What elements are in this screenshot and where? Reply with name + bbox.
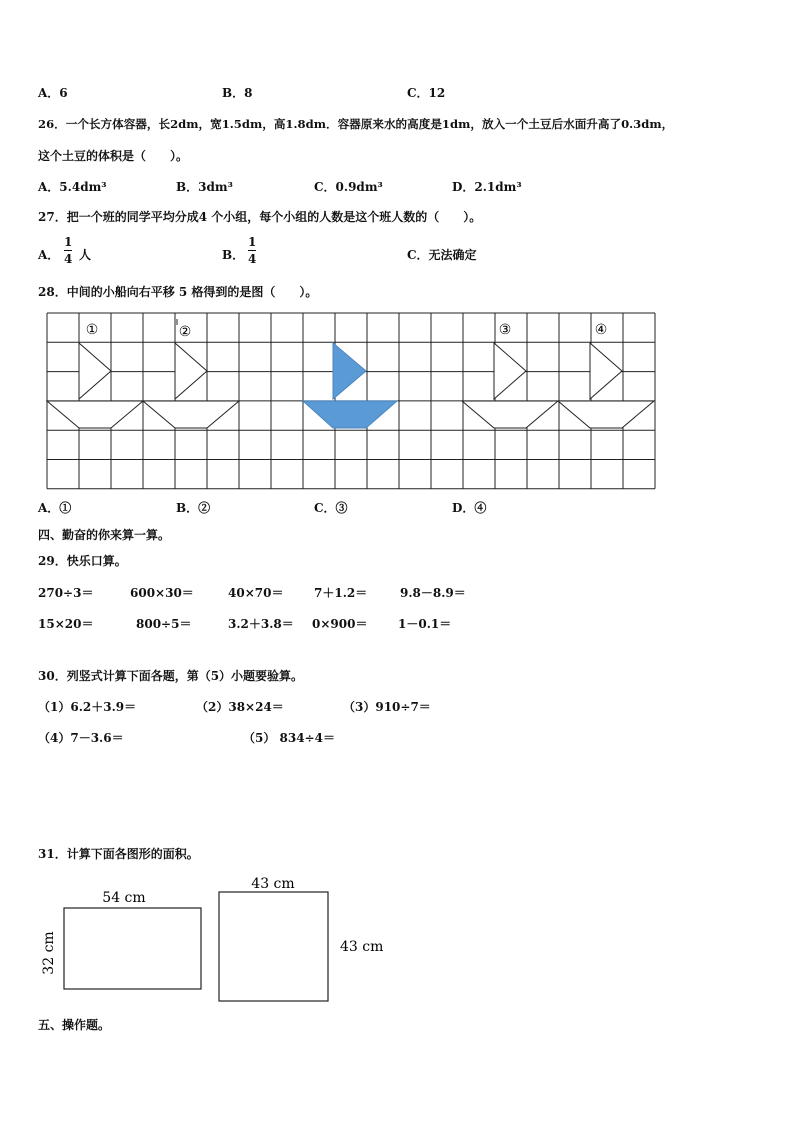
q25-option-c: C．12 bbox=[407, 86, 446, 100]
q29-r2-c5: 1－0.1＝ bbox=[398, 617, 452, 631]
q28-option-b: B．② bbox=[176, 501, 211, 515]
boat-middle-sail bbox=[333, 343, 366, 399]
q29-r2-c4: 0×900＝ bbox=[312, 617, 368, 631]
fraction-numerator: 1 bbox=[64, 235, 73, 249]
q29-r1-c2: 600×30＝ bbox=[130, 586, 194, 600]
q29-r2-c1: 15×20＝ bbox=[38, 617, 94, 631]
section-5-title: 五、操作题。 bbox=[38, 1018, 111, 1032]
square-shape bbox=[219, 892, 328, 1001]
q30-item-3: （3）910÷7＝ bbox=[343, 700, 431, 714]
boat-option-2 bbox=[143, 343, 239, 428]
q27-option-b-label: B． bbox=[222, 248, 245, 262]
rectangle-shape bbox=[64, 908, 201, 989]
boat-option-1 bbox=[47, 343, 143, 428]
q29-r2-c2: 800÷5＝ bbox=[136, 617, 192, 631]
q29-r1-c4: 7＋1.2＝ bbox=[314, 586, 368, 600]
q30-item-1: （1）6.2＋3.9＝ bbox=[38, 700, 137, 714]
q29-r1-c1: 270÷3＝ bbox=[38, 586, 94, 600]
section-4-title: 四、勤奋的你来算一算。 bbox=[38, 528, 171, 542]
q30-item-2: （2）38×24＝ bbox=[196, 700, 284, 714]
q27-option-a-unit: 人 bbox=[79, 248, 92, 262]
marker-2: ② bbox=[178, 324, 192, 340]
q27-option-c: C．无法确定 bbox=[407, 248, 477, 262]
marker-4: ④ bbox=[594, 322, 608, 338]
q31-title: 31．计算下面各图形的面积。 bbox=[38, 847, 199, 861]
q27-option-a-label: A． bbox=[38, 248, 60, 262]
q26-option-a: A．5.4dm³ bbox=[38, 180, 107, 194]
boat-option-3 bbox=[462, 343, 558, 428]
q28-option-a: A．① bbox=[38, 501, 72, 515]
q29-title: 29．快乐口算。 bbox=[38, 554, 127, 568]
marker-1: ① bbox=[85, 322, 99, 338]
q28-option-d: D．④ bbox=[452, 501, 487, 515]
q31-shapes-figure bbox=[0, 860, 420, 1020]
q29-r1-c3: 40×70＝ bbox=[228, 586, 284, 600]
marker-3: ③ bbox=[498, 322, 512, 338]
q25-option-b: B．8 bbox=[222, 86, 253, 100]
boat-middle-hull bbox=[303, 401, 397, 428]
q29-r1-c5: 9.8－8.9＝ bbox=[400, 586, 466, 600]
fraction-denominator: 4 bbox=[248, 252, 257, 266]
square-top-label: 43 cm bbox=[251, 876, 295, 892]
fraction-denominator: 4 bbox=[64, 252, 73, 266]
fraction-numerator: 1 bbox=[248, 235, 257, 249]
q29-r2-c3: 3.2＋3.8＝ bbox=[228, 617, 294, 631]
q26-stem-line1: 26．一个长方体容器，长2dm，宽1.5dm，高1.8dm．容器原来水的高度是1dm，放入一个土豆后水面升高了0.3dm， bbox=[38, 117, 674, 131]
boat-option-4 bbox=[558, 343, 654, 428]
q27-stem: 27．把一个班的同学平均分成4 个小组，每个小组的人数是这个班人数的（ ）。 bbox=[38, 210, 482, 224]
q26-option-c: C．0.9dm³ bbox=[314, 180, 383, 194]
q26-option-b: B．3dm³ bbox=[176, 180, 233, 194]
q25-option-a: A．6 bbox=[38, 86, 68, 100]
q26-stem-line2: 这个土豆的体积是（ ）。 bbox=[38, 149, 189, 163]
rectangle-top-label: 54 cm bbox=[102, 890, 146, 906]
q30-title: 30．列竖式计算下面各题，第（5）小题要验算。 bbox=[38, 669, 304, 683]
q26-option-d: D．2.1dm³ bbox=[452, 180, 522, 194]
square-right-label: 43 cm bbox=[340, 939, 384, 955]
q28-stem: 28．中间的小船向右平移 5 格得到的是图（ ）。 bbox=[38, 285, 318, 299]
boat-middle bbox=[303, 343, 397, 428]
q28-grid-figure bbox=[0, 0, 794, 500]
q30-item-4: （4）7－3.6＝ bbox=[38, 731, 124, 745]
rectangle-left-label: 32 cm bbox=[41, 931, 57, 975]
q28-option-c: C．③ bbox=[314, 501, 348, 515]
q30-item-5: （5） 834÷4＝ bbox=[243, 731, 335, 745]
